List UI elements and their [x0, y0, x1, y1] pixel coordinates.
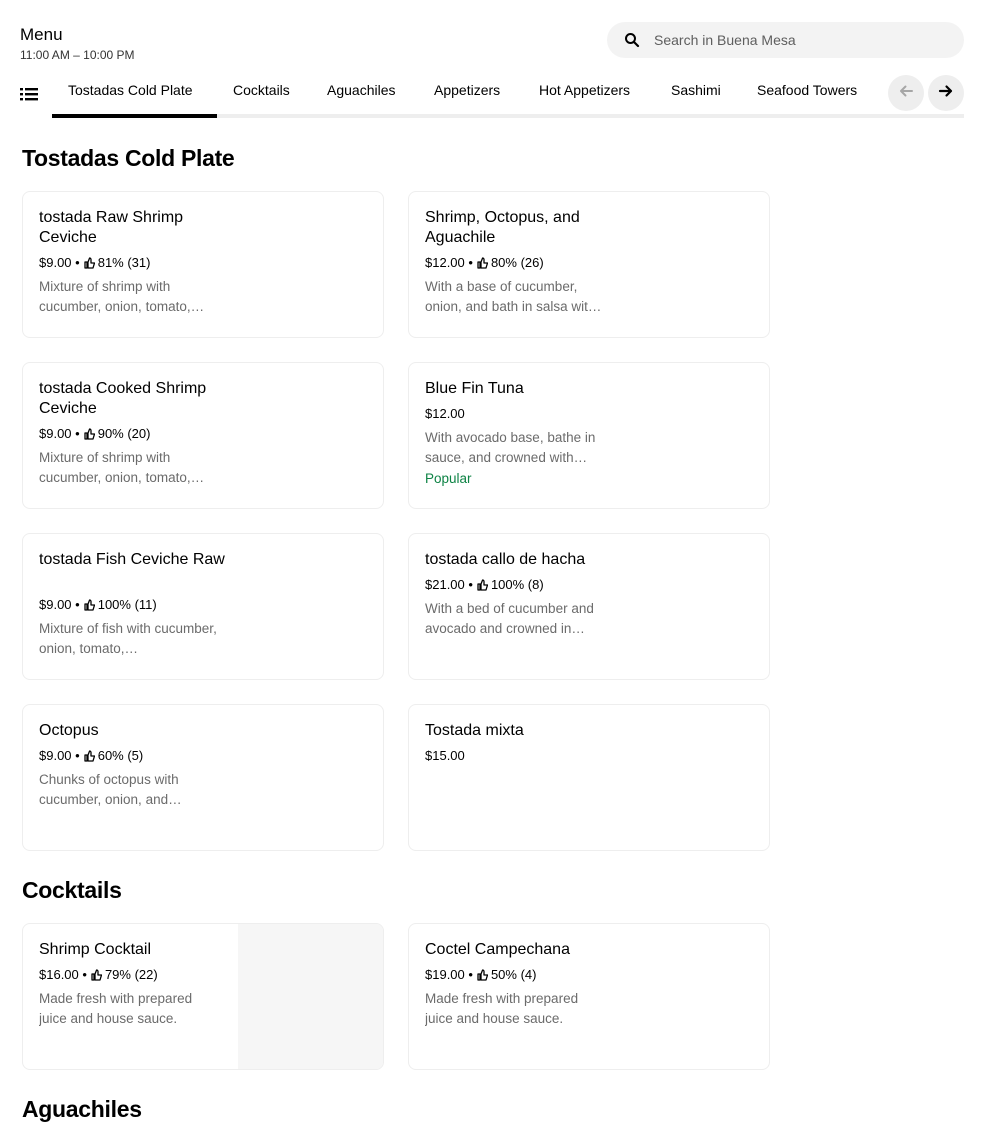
- separator-dot: •: [464, 967, 473, 982]
- item-price: $12.00: [425, 406, 465, 421]
- item-name: tostada Fish Ceviche Raw: [39, 551, 225, 568]
- separator-dot: •: [464, 255, 473, 270]
- tab-seafood-towers[interactable]: Seafood Towers: [757, 82, 858, 98]
- item-price: $12.00: [425, 255, 465, 270]
- thumbs-up-icon: [477, 969, 488, 981]
- item-meta: [39, 967, 158, 982]
- search-icon: [624, 32, 640, 48]
- menu-item-card[interactable]: [22, 923, 384, 1070]
- item-price: $9.00: [39, 426, 72, 441]
- item-meta: [425, 577, 544, 592]
- item-description: Mixture of shrimp with cucumber, onion, tomato,…: [39, 279, 205, 314]
- arrow-left-icon: [898, 83, 914, 104]
- category-nav: [0, 72, 984, 120]
- menu-item-card[interactable]: [22, 191, 384, 338]
- tab-sashimi[interactable]: Sashimi: [671, 82, 721, 98]
- item-name: tostada Raw Shrimp Ceviche: [39, 209, 184, 246]
- separator-dot: •: [78, 967, 87, 982]
- item-name: tostada callo de hacha: [425, 551, 586, 568]
- scroll-next-button[interactable]: [928, 75, 964, 111]
- menu-item-card[interactable]: [408, 533, 770, 680]
- tab-tostadas-cold-plate[interactable]: Tostadas Cold Plate: [68, 82, 193, 98]
- item-rating: 79% (22): [104, 967, 158, 982]
- menu-item-card[interactable]: [22, 533, 384, 680]
- item-price: $9.00: [39, 597, 72, 612]
- item-name: Shrimp Cocktail: [39, 941, 152, 958]
- item-name: Octopus: [39, 722, 99, 739]
- item-price: $9.00: [39, 748, 72, 763]
- section-title-aguachiles: Aguachiles: [22, 1096, 142, 1122]
- menu-item-card[interactable]: [408, 191, 770, 338]
- menu-item-card[interactable]: [408, 704, 770, 851]
- thumbs-up-icon: [84, 599, 95, 611]
- item-rating: 60% (5): [97, 748, 144, 763]
- section-title-cocktails: Cocktails: [22, 877, 122, 903]
- item-name: tostada Cooked Shrimp Ceviche: [39, 380, 207, 417]
- active-tab-indicator: [52, 114, 217, 118]
- item-image: [238, 924, 384, 1070]
- separator-dot: •: [464, 577, 473, 592]
- thumbs-up-icon: [84, 750, 95, 762]
- item-price: $19.00: [425, 967, 465, 982]
- item-rating: 100% (11): [97, 597, 157, 612]
- list-icon[interactable]: [20, 86, 38, 102]
- item-rating: 80% (26): [490, 255, 544, 270]
- item-price: $9.00: [39, 255, 72, 270]
- popular-badge: Popular: [425, 471, 472, 486]
- menu-header: [0, 0, 984, 70]
- item-price: $16.00: [39, 967, 79, 982]
- item-rating: 90% (20): [97, 426, 151, 441]
- item-meta: [39, 255, 150, 270]
- item-rating: 100% (8): [490, 577, 544, 592]
- separator-dot: •: [71, 426, 80, 441]
- separator-dot: •: [71, 748, 80, 763]
- item-description: Made fresh with prepared juice and house sauce.: [39, 991, 193, 1026]
- item-name: Shrimp, Octopus, and Aguachile: [425, 209, 580, 246]
- tab-cocktails[interactable]: Cocktails: [233, 82, 290, 98]
- separator-dot: •: [71, 597, 80, 612]
- item-name: Coctel Campechana: [425, 941, 570, 958]
- tab-hot-appetizers[interactable]: Hot Appetizers: [539, 82, 631, 98]
- scroll-prev-button[interactable]: [888, 75, 924, 111]
- thumbs-up-icon: [477, 257, 488, 269]
- item-name: Blue Fin Tuna: [425, 380, 524, 397]
- item-meta: [39, 597, 157, 612]
- item-description: With avocado base, bathe in sauce, and crowned with…: [425, 430, 596, 465]
- menu-item-card[interactable]: [22, 362, 384, 509]
- tab-appetizers[interactable]: Appetizers: [434, 82, 501, 98]
- menu-item-card[interactable]: [408, 362, 770, 509]
- item-meta: [425, 967, 536, 982]
- thumbs-up-icon: [84, 428, 95, 440]
- item-price: $15.00: [425, 748, 465, 763]
- item-meta: [39, 748, 143, 763]
- item-price: $21.00: [425, 577, 465, 592]
- thumbs-up-icon: [477, 579, 488, 591]
- item-description: Made fresh with prepared juice and house sauce.: [425, 991, 579, 1026]
- item-name: Tostada mixta: [425, 722, 524, 739]
- thumbs-up-icon: [84, 257, 95, 269]
- item-description: With a base of cucumber, onion, and bath in salsa wit…: [425, 279, 602, 314]
- menu-item-card[interactable]: [408, 923, 770, 1070]
- section-title-tostadas: Tostadas Cold Plate: [22, 145, 235, 171]
- arrow-right-icon: [938, 83, 954, 104]
- menu-title: Menu: [20, 25, 63, 44]
- item-meta: [425, 406, 465, 421]
- item-meta: [39, 426, 150, 441]
- menu-hours: 11:00 AM – 10:00 PM: [20, 48, 135, 62]
- item-rating: 50% (4): [490, 967, 537, 982]
- item-meta: [425, 748, 465, 763]
- menu-item-card[interactable]: [22, 704, 384, 851]
- tab-aguachiles[interactable]: Aguachiles: [327, 82, 396, 98]
- search-input[interactable]: [654, 32, 934, 48]
- separator-dot: •: [71, 255, 80, 270]
- thumbs-up-icon: [91, 969, 102, 981]
- item-description: Mixture of shrimp with cucumber, onion, tomato,…: [39, 450, 205, 485]
- item-description: Mixture of fish with cucumber, onion, tomato,…: [39, 621, 217, 656]
- item-meta: [425, 255, 544, 270]
- search-bar[interactable]: [607, 22, 964, 58]
- item-description: With a bed of cucumber and avocado and crowned in…: [425, 601, 594, 636]
- item-description: Chunks of octopus with cucumber, onion, and…: [39, 772, 182, 807]
- item-rating: 81% (31): [97, 255, 151, 270]
